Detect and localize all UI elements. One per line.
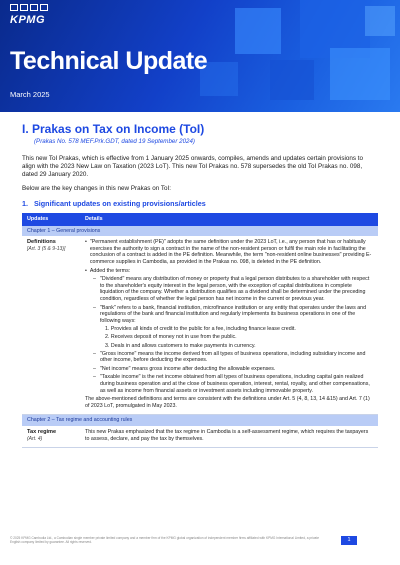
numbered-item: 2. Receives deposit of money not in use from the public. xyxy=(105,334,237,341)
list-item: • Added the terms: xyxy=(85,267,131,274)
updates-table xyxy=(22,213,378,448)
row-detail-cell xyxy=(80,426,378,448)
column-header-details: Details xyxy=(80,213,378,226)
subsection-number: 1. xyxy=(22,199,28,208)
list-item: – "Gross income" means the income derived from all types of business operations, including subsidiary income and other income, before deducting the expenses. xyxy=(93,350,366,364)
row-label-cell xyxy=(22,236,80,415)
row-label-cell xyxy=(22,426,80,448)
row-detail-cell xyxy=(80,236,378,415)
page-title: Technical Update xyxy=(10,47,208,75)
main-content xyxy=(22,122,378,448)
kpmg-logo: KPMG xyxy=(10,14,45,26)
list-item: – "Taxable income" is the net income obtained from all types of business operations, including capital gain realized during business operation and at the close of business operation, interest, rental, royalty, and other compensations, as well as income from financial assets or investment assets including immovable property. xyxy=(93,374,370,394)
section-heading: I. Prakas on Tax on Income (ToI) xyxy=(22,122,205,136)
row-detail-text: This new Prakas emphasized that the tax regime in Cambodia is a self-assessment regime, which requires the taxpayers to assess, declare, and pay the tax by themselves. xyxy=(85,428,369,442)
chapter-1-label: Chapter 1 – General provisions xyxy=(22,226,378,237)
chapter-2-label: Chapter 2 – Tax regime and accounting rules xyxy=(22,415,378,426)
publication-date: March 2025 xyxy=(10,90,50,99)
decor-cube xyxy=(365,6,395,36)
row-article: (Art. 4) xyxy=(27,435,43,442)
list-item: – "Dividend" means any distribution of money or property that a legal person distributes to a shareholder with respect to the shareholder's equity interest in the legal person, with the exception of capital distributions in complete liquidation of the company. Whether a distribution qualifies as a dividend shall be determined under the preceding condition, regardless of whether the legal person has net income in the current or previous year. xyxy=(93,276,370,302)
column-header-updates: Updates xyxy=(22,213,80,226)
table-header-row xyxy=(22,213,378,226)
subsection-heading xyxy=(22,199,378,208)
chapter-row xyxy=(22,226,378,237)
table-row xyxy=(22,426,378,448)
chapter-row xyxy=(22,415,378,426)
decor-cube xyxy=(270,60,314,100)
decor-cube xyxy=(330,48,390,100)
table-row xyxy=(22,236,378,415)
row-label: Definitions xyxy=(27,239,56,246)
row-article: [Art. 3 (5 & 9-13)] xyxy=(27,245,66,252)
list-item: – "Bank" refers to a bank, financial institution, microfinance institution or any entity that operates under the laws and regulations of the bank and financial institution and regularly implements its business operations in one of the following ways: xyxy=(93,304,367,324)
list-item: • "Permanent establishment (PE)" adopts the same definition under the 2023 LoT, i.e., any person that has or habitually exercises the authority to sign a contract in the name of the non-resident person or fulfil the main role in facilitating the conclusion of a contract is added in the PE definition. Meanwhile, the term "non-resident online businesses" providing E-commerce supplies in Cambodia, as provided in the Prakas no. 098, is deleted in the PE definition. xyxy=(85,239,372,265)
intro-paragraph-2: Below are the key changes in this new Prakas on ToI: xyxy=(22,185,171,192)
header-banner xyxy=(0,0,400,112)
decor-cube xyxy=(235,8,281,54)
numbered-item: 3. Deals in and allows customers to make payments in currency. xyxy=(105,342,256,349)
list-item: – "Net income" means gross income after deducting the allowable expenses. xyxy=(93,365,276,372)
kpmg-logo-icon xyxy=(10,4,48,11)
footer-disclaimer: © 2025 KPMG Cambodia Ltd., a Cambodian single member private limited company and a member firm of the KPMG global organization of independent member firms affiliated with KPMG International Limited, a private English company limited by guarantee. All rights reserved. xyxy=(10,536,319,544)
section-subheading: (Prakas No. 578 MEF.Prk.GDT, dated 19 September 2024) xyxy=(34,138,195,145)
intro-paragraph: This new ToI Prakas, which is effective from 1 January 2025 onwards, compiles, amends and updates certain provisions to align with the 2023 New Law on Taxation (2023 LoT). This new ToI Prakas no. 578 supersedes the old ToI Prakas no. 098, dated 29 January 2020. xyxy=(22,155,364,178)
row-closing-text: The above-mentioned definitions and terms are consistent with the definitions under Art. 5 (4, 8, 13, 14 &15) and Art. 7 (1) of 2023 LoT, promulgated in May 2023. xyxy=(85,396,370,409)
subsection-title: Significant updates on existing provisions/articles xyxy=(34,199,206,208)
row-label: Tax regime xyxy=(27,428,57,435)
page-number: 1 xyxy=(341,536,357,545)
numbered-item: 1. Provides all kinds of credit to the public for a fee, including finance lease credit. xyxy=(105,326,296,333)
